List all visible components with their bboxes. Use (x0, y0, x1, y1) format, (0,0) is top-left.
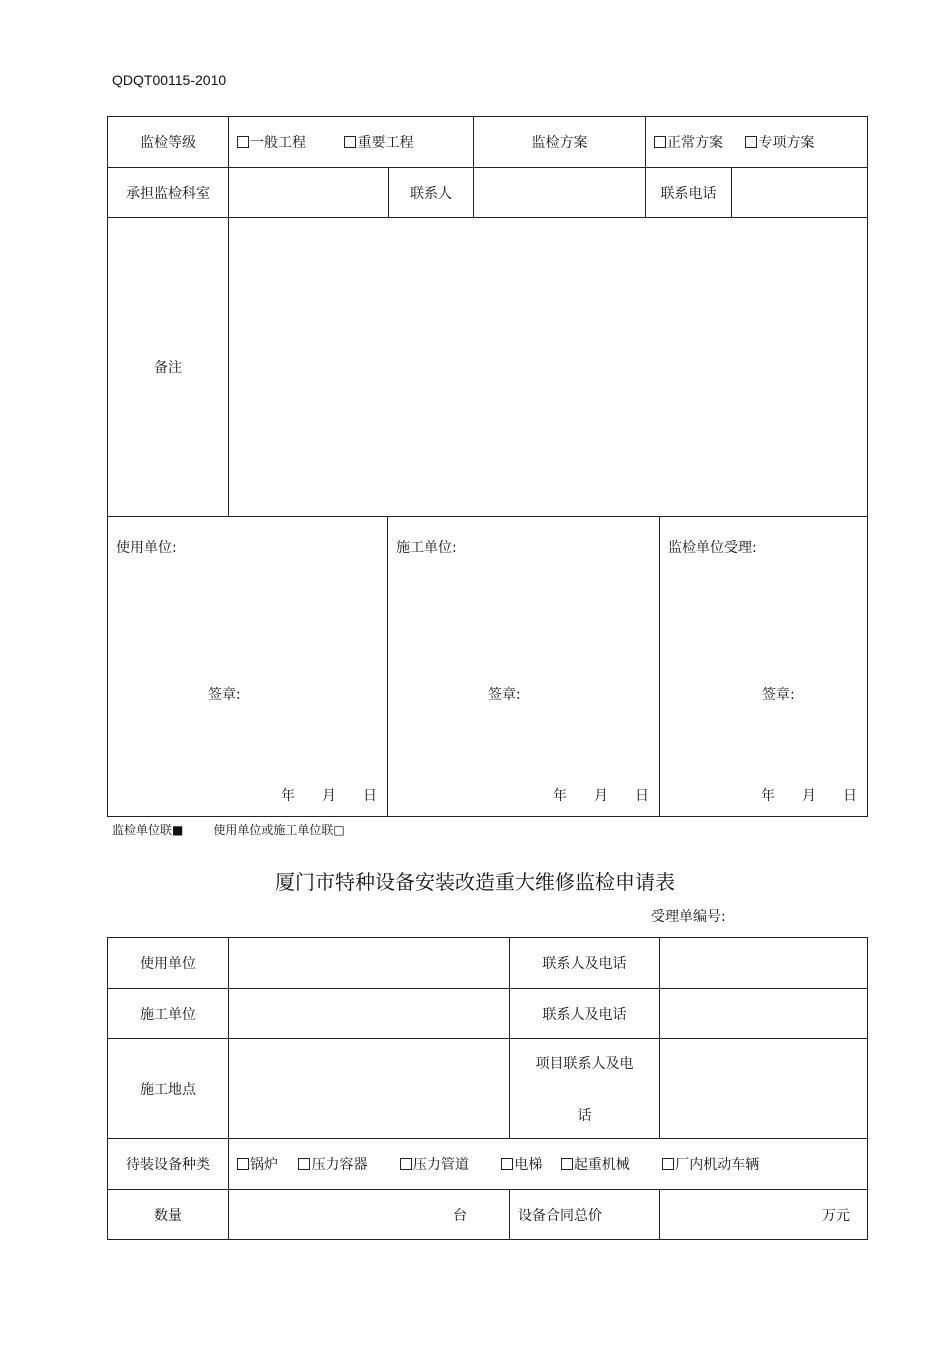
signature-table (107, 516, 868, 817)
phone-value[interactable] (732, 168, 868, 218)
checkbox-icon[interactable] (237, 136, 249, 148)
dept-value[interactable] (229, 168, 389, 218)
sign-stamp: 签章: (488, 687, 521, 703)
option-boiler[interactable]: 锅炉 (237, 1154, 278, 1174)
option-elevator[interactable]: 电梯 (501, 1154, 542, 1174)
user-contact-label: 联系人及电话 (510, 938, 660, 989)
user-unit-label: 使用单位 (108, 938, 229, 989)
quantity-label: 数量 (108, 1190, 229, 1240)
construction-unit-label: 施工单位 (108, 989, 229, 1039)
sign-title: 施工单位: (396, 540, 457, 556)
site-label: 施工地点 (108, 1039, 229, 1139)
checkbox-icon[interactable] (298, 1158, 310, 1170)
sign-block-user-unit[interactable] (108, 517, 388, 817)
checkbox-icon[interactable] (654, 136, 666, 148)
level-label: 监检等级 (108, 117, 229, 168)
checkbox-icon[interactable] (561, 1158, 573, 1170)
contact-label: 联系人 (389, 168, 474, 218)
checkbox-icon[interactable] (501, 1158, 513, 1170)
dept-label: 承担监检科室 (108, 168, 229, 218)
construction-contact-value[interactable] (660, 989, 868, 1039)
document-code: QDQT00115-2010 (112, 72, 227, 88)
option-important-project[interactable]: 重要工程 (344, 132, 413, 152)
copy-designation (112, 821, 345, 838)
sign-block-construction-unit[interactable] (388, 517, 660, 817)
sign-block-inspection-unit[interactable] (660, 517, 868, 817)
copy-inspection-unit: 监检单位联■ (112, 823, 184, 837)
quantity-unit: 台 (453, 1207, 467, 1224)
plan-options-cell (646, 117, 868, 168)
sign-date: 年 月 日 (281, 788, 377, 804)
option-pressure-pipe[interactable]: 压力管道 (400, 1154, 469, 1174)
contract-price-label: 设备合同总价 (510, 1190, 660, 1240)
contract-price-value[interactable] (660, 1190, 868, 1240)
user-unit-value[interactable] (229, 938, 510, 989)
project-contact-label: 项目联系人及电 话 (510, 1039, 660, 1139)
remarks-label: 备注 (108, 218, 229, 517)
price-unit: 万元 (822, 1207, 850, 1224)
checkbox-icon[interactable] (344, 136, 356, 148)
equipment-type-options (229, 1139, 868, 1190)
option-special-plan[interactable]: 专项方案 (745, 132, 814, 152)
sign-stamp: 签章: (762, 687, 795, 703)
site-value[interactable] (229, 1039, 510, 1139)
level-options-cell (229, 117, 474, 168)
remarks-value[interactable] (229, 218, 868, 517)
project-contact-value[interactable] (660, 1039, 868, 1139)
option-factory-vehicle[interactable]: 厂内机动车辆 (662, 1154, 759, 1174)
option-general-project[interactable]: 一般工程 (237, 132, 306, 152)
sign-title: 监检单位受理: (668, 540, 757, 556)
checkbox-icon[interactable] (662, 1158, 674, 1170)
checkbox-icon[interactable] (745, 136, 757, 148)
option-crane[interactable]: 起重机械 (561, 1154, 630, 1174)
option-normal-plan[interactable]: 正常方案 (654, 132, 723, 152)
sign-date: 年 月 日 (761, 788, 857, 804)
contact-value[interactable] (474, 168, 646, 218)
page-title: 厦门市特种设备安装改造重大维修监检申请表 (275, 870, 675, 894)
sign-stamp: 签章: (208, 687, 241, 703)
option-pressure-vessel[interactable]: 压力容器 (298, 1154, 367, 1174)
upper-form-table (107, 116, 868, 517)
lower-form-table (107, 937, 868, 1240)
plan-label: 监检方案 (474, 117, 646, 168)
checkbox-icon[interactable] (400, 1158, 412, 1170)
construction-contact-label: 联系人及电话 (510, 989, 660, 1039)
copy-user-unit: 使用单位或施工单位联□ (213, 823, 345, 837)
construction-unit-value[interactable] (229, 989, 510, 1039)
checkbox-icon[interactable] (237, 1158, 249, 1170)
quantity-value[interactable] (229, 1190, 510, 1240)
sign-title: 使用单位: (116, 540, 177, 556)
phone-label: 联系电话 (646, 168, 732, 218)
equipment-type-label: 待装设备种类 (108, 1139, 229, 1190)
user-contact-value[interactable] (660, 938, 868, 989)
sign-date: 年 月 日 (553, 788, 649, 804)
receipt-number-label: 受理单编号: (651, 909, 726, 925)
